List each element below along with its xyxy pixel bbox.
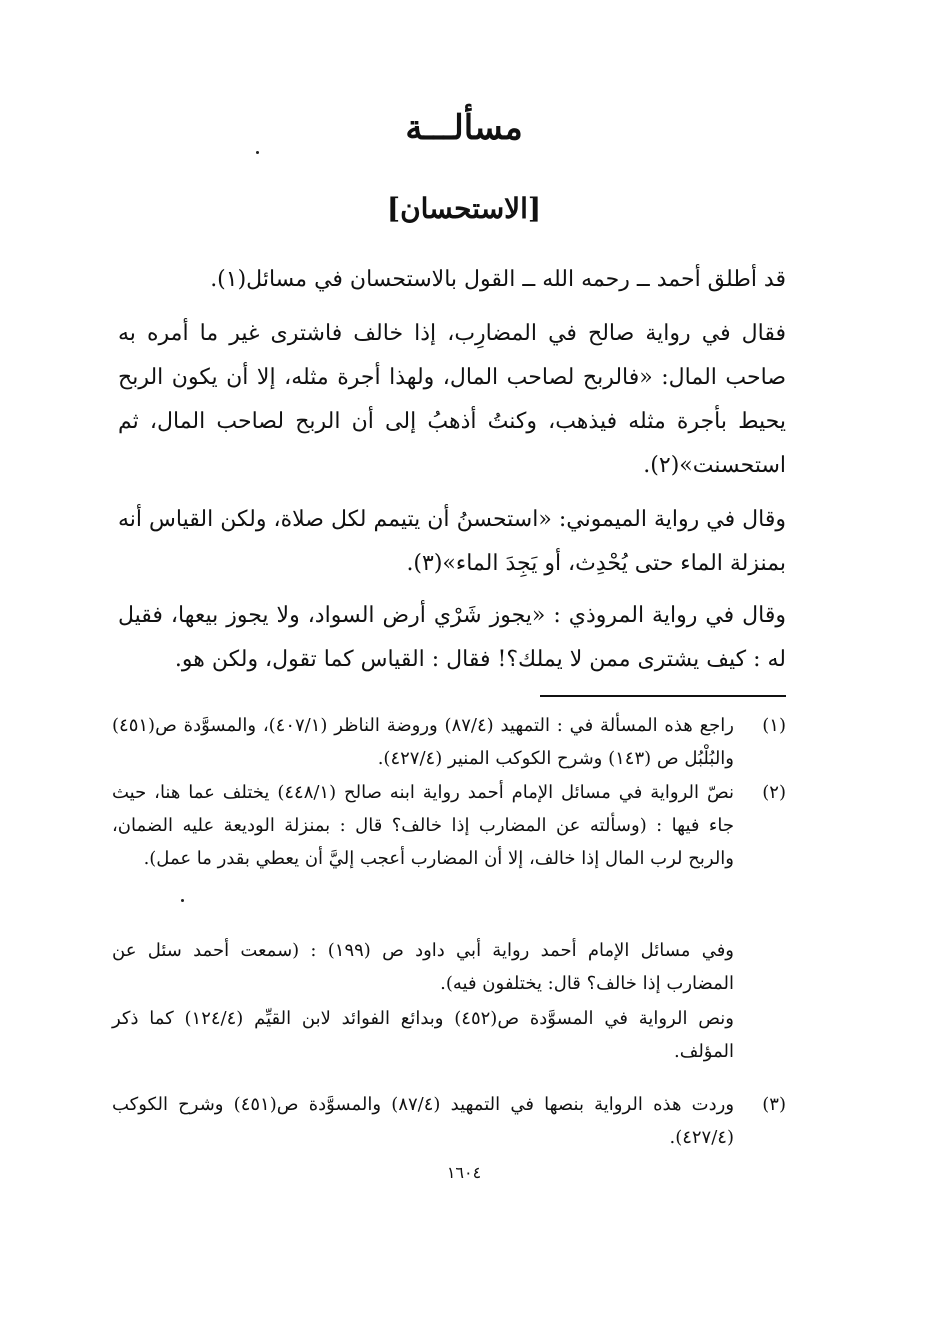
footnote-1 xyxy=(112,709,786,775)
footnote-3-number: (٣) xyxy=(762,1094,786,1115)
body-paragraph-3: وقال في رواية الميموني: «استحسنُ أن يتيمم لكل صلاة، ولكن القياس أنه بمنزلة الماء حتى يُحْدِث، أو يَجِدَ الماء»(٣). xyxy=(118,507,786,576)
footnote-2b-text: وفي مسائل الإمام أحمد رواية أبي داود ص (١٩٩) : (سمعت أحمد سئل عن المضارب إذا خالف؟ قال: يختلفون فيه). xyxy=(112,940,734,994)
footnote-2c-text: ونص الرواية في المسوَّدة ص(٤٥٢) وبدائع الفوائد لابن القيِّم (١٢٤/٤) كما ذكر المؤلف. xyxy=(112,1008,734,1062)
page-title: مسألـــة xyxy=(405,108,523,148)
footnote-3 xyxy=(112,1088,786,1154)
scan-speck xyxy=(256,151,259,154)
footnote-3-text: وردت هذه الرواية بنصها في التمهيد (٨٧/٤) والمسوَّدة ص(٤٥١) وشرح الكوكب (٤٢٧/٤). xyxy=(112,1094,735,1148)
body-paragraph-1: قد أطلق أحمد ــ رحمه الله ــ القول بالاستحسان في مسائل(١). xyxy=(210,267,786,292)
footnote-1-number: (١) xyxy=(762,715,786,736)
footnote-separator xyxy=(540,695,786,697)
scan-speck xyxy=(181,899,184,902)
body-paragraph-4: وقال في رواية المروذي : «يجوز شَرْي أرض السواد، ولا يجوز بيعها، فقيل له : كيف يشترى ممن لا يملك؟! فقال : القياس كما تقول، ولكن هو. xyxy=(118,603,786,672)
body-paragraph-2: فقال في رواية صالح في المضارِب، إذا خالف فاشترى غير ما أمره به صاحب المال: «فالربح لصاحب المال، ولهذا أجرة مثله، إلا أن يكون الربح يحيط بأجرة مثله فيذهب، وكنتُ أذهبُ إلى أن الربح لصاحب المال، ثم استحسنت»(٢). xyxy=(118,321,786,478)
section-subtitle: [الاستحسان] xyxy=(386,192,542,225)
page-number: ١٦٠٤ xyxy=(446,1163,482,1182)
footnote-2-number: (٢) xyxy=(762,782,786,803)
footnote-2 xyxy=(112,776,786,875)
footnote-1-text: راجع هذه المسألة في : التمهيد (٨٧/٤) وروضة الناظر (٤٠٧/١)، والمسوَّدة ص(٤٥١) والبُلْبُل ص (١٤٣) وشرح الكوكب المنير (٤٢٧/٤). xyxy=(112,715,734,769)
footnote-2-text: نصّ الرواية في مسائل الإمام أحمد رواية ابنه صالح (٤٤٨/١) يختلف عما هنا، حيث جاء فيها : (وسألته عن المضارب إذا خالف؟ قال : بمنزلة الوديعة عليه الضمان، والربح لرب المال إذا خالف، إلا أن المضارب أعجب إليَّ أن يعطي بقدر ما عمل). xyxy=(112,782,735,869)
footnote-2-continuation-1 xyxy=(112,934,786,1000)
footnote-2-continuation-2 xyxy=(112,1002,786,1068)
